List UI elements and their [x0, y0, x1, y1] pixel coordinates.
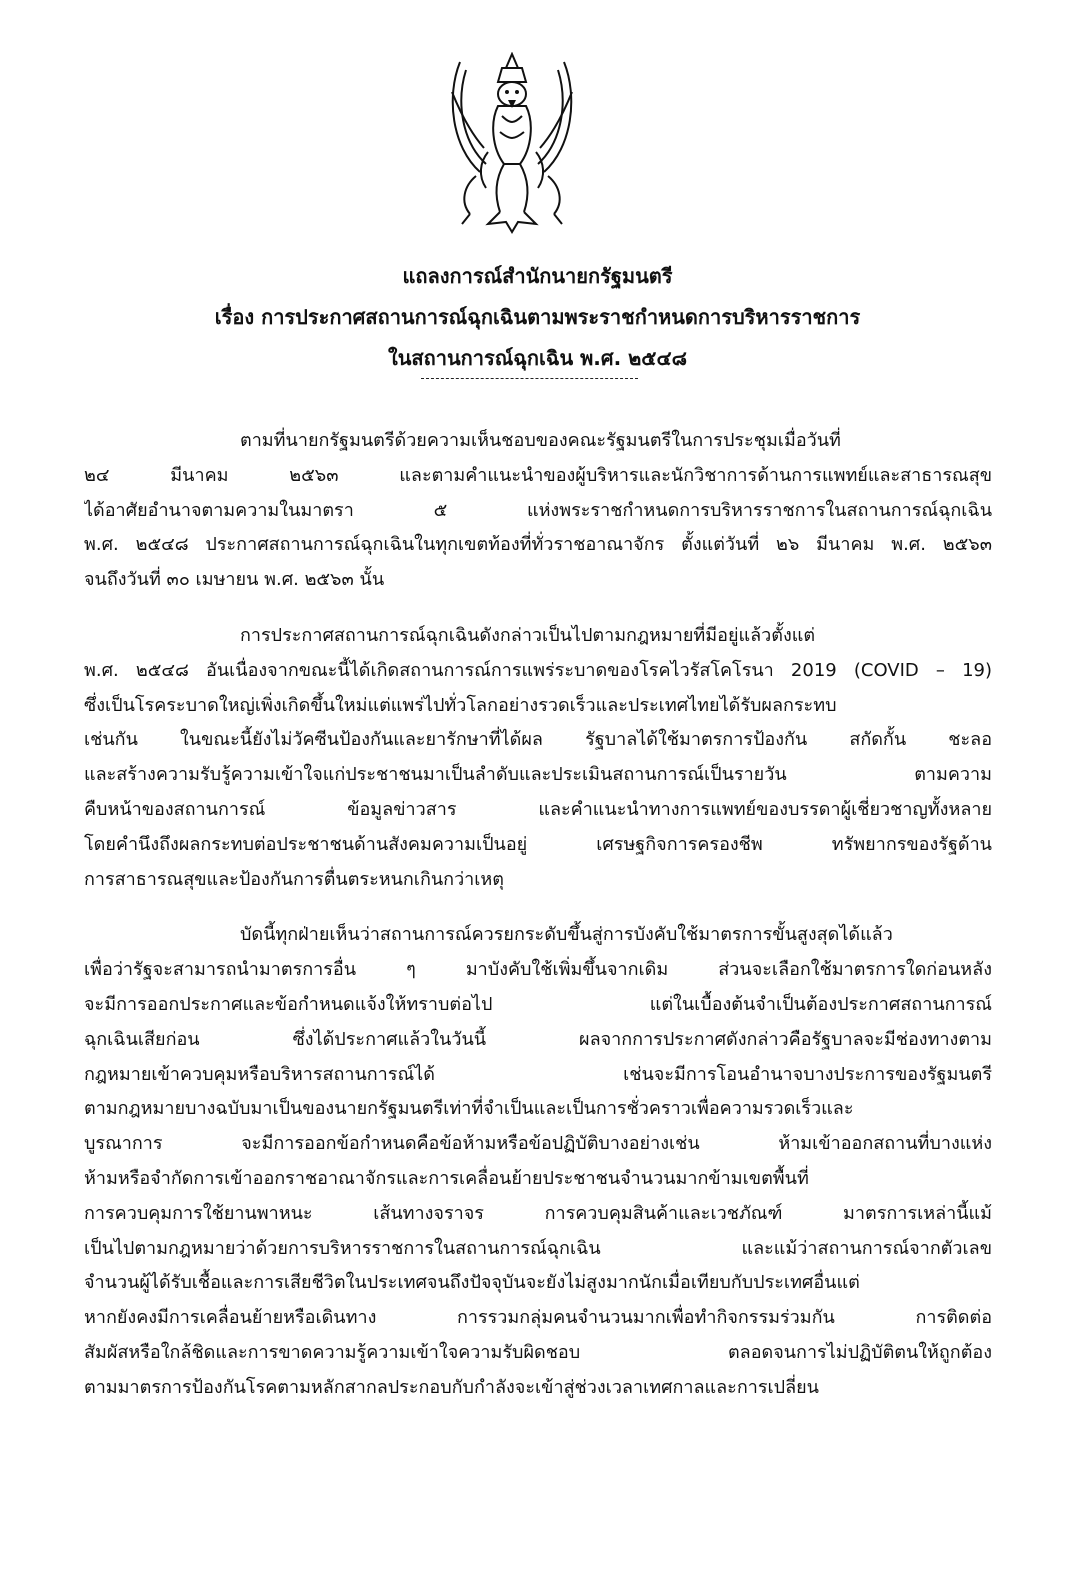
- paragraph-line: ซึ่งเป็นโรคระบาดใหญ่เพิ่งเกิดขึ้นใหม่แต่แพร่ไปทั่วโลกอย่างรวดเร็วและประเทศไทยได้รับผลกระทบ: [84, 694, 837, 716]
- paragraph-line: สัมผัสหรือใกล้ชิดและการขาดความรู้ความเข้าใจความรับผิดชอบ ตลอดจนการไม่ปฏิบัติตนให้ถูกต้อง: [84, 1341, 992, 1363]
- paragraph-line: การประกาศสถานการณ์ฉุกเฉินดังกล่าวเป็นไปตามกฎหมายที่มีอยู่แล้วตั้งแต่: [240, 624, 816, 646]
- title-divider: [421, 378, 638, 379]
- paragraph-line: ห้ามหรือจำกัดการเข้าออกราชอาณาจักรและการเคลื่อนย้ายประชาชนจำนวนมากข้ามเขตพื้นที่: [84, 1167, 809, 1189]
- paragraph-line: ๒๔ มีนาคม ๒๕๖๓ และตามคำแนะนำของผู้บริหารและนักวิชาการด้านการแพทย์และสาธารณสุข: [84, 464, 992, 486]
- paragraph-line: จำนวนผู้ได้รับเชื้อและการเสียชีวิตในประเทศจนถึงปัจจุบันจะยังไม่สูงมากนักเมื่อเทียบกับประเทศอื่นแต่: [84, 1272, 860, 1294]
- paragraph-line: ตามที่นายกรัฐมนตรีด้วยความเห็นชอบของคณะรัฐมนตรีในการประชุมเมื่อวันที่: [240, 430, 841, 451]
- paragraph-line: บัดนี้ทุกฝ่ายเห็นว่าสถานการณ์ควรยกระดับขึ้นสู่การบังคับใช้มาตรการขั้นสูงสุดได้แล้ว: [240, 924, 893, 946]
- paragraph-line: เป็นไปตามกฎหมายว่าด้วยการบริหารราชการในสถานการณ์ฉุกเฉิน และแม้ว่าสถานการณ์จากตัวเลข: [84, 1237, 992, 1259]
- paragraph-line: ตามมาตรการป้องกันโรคตามหลักสากลประกอบกับกำลังจะเข้าสู่ช่วงเวลาเทศกาลและการเปลี่ยน: [84, 1376, 819, 1398]
- paragraph-3: [84, 918, 992, 1405]
- paragraph-line: พ.ศ. ๒๕๔๘ ประกาศสถานการณ์ฉุกเฉินในทุกเขตท้องที่ทั่วราชอาณาจักร ตั้งแต่วันที่ ๒๖ มีนาคม พ.ศ. ๒๕๖๓: [84, 534, 992, 556]
- paragraph-line: ฉุกเฉินเสียก่อน ซึ่งได้ประกาศแล้วในวันนี้ ผลจากการประกาศดังกล่าวคือรัฐบาลจะมีช่องทางตาม: [84, 1028, 992, 1050]
- paragraph-line: เพื่อว่ารัฐจะสามารถนำมาตรการอื่น ๆ มาบังคับใช้เพิ่มขึ้นจากเดิม ส่วนจะเลือกใช้มาตรการใดก่อนหลัง: [84, 959, 992, 981]
- paragraph-2: [84, 619, 992, 897]
- statement-body: [84, 424, 992, 1427]
- paragraph-1: [84, 424, 992, 598]
- paragraph-line: ได้อาศัยอำนาจตามความในมาตรา ๕ แห่งพระราชกำหนดการบริหารราชการในสถานการณ์ฉุกเฉิน: [84, 499, 992, 521]
- garuda-emblem-icon: [440, 52, 584, 234]
- title-line-1: แถลงการณ์สำนักนายกรัฐมนตรี: [402, 264, 673, 288]
- paragraph-line: หากยังคงมีการเคลื่อนย้ายหรือเดินทาง การรวมกลุ่มคนจำนวนมากเพื่อทำกิจกรรมร่วมกัน การติดต่อ: [84, 1307, 992, 1329]
- paragraph-line: จะมีการออกประกาศและข้อกำหนดแจ้งให้ทราบต่อไป แต่ในเบื้องต้นจำเป็นต้องประกาศสถานการณ์: [84, 993, 992, 1015]
- paragraph-line: การสาธารณสุขและป้องกันการตื่นตระหนกเกินกว่าเหตุ: [84, 868, 504, 890]
- paragraph-line: กฎหมายเข้าควบคุมหรือบริหารสถานการณ์ได้ เช่นจะมีการโอนอำนาจบางประการของรัฐมนตรี: [84, 1063, 992, 1085]
- paragraph-line: การควบคุมการใช้ยานพาหนะ เส้นทางจราจร การควบคุมสินค้าและเวชภัณฑ์ มาตรการเหล่านี้แม้: [84, 1202, 992, 1224]
- title-line-3: ในสถานการณ์ฉุกเฉิน พ.ศ. ๒๕๔๘: [387, 346, 688, 370]
- paragraph-line: เช่นกัน ในขณะนี้ยังไม่วัคซีนป้องกันและยารักษาที่ได้ผล รัฐบาลได้ใช้มาตรการป้องกัน สกัดกั้น ชะลอ: [84, 729, 992, 751]
- paragraph-line: บูรณาการ จะมีการออกข้อกำหนดคือข้อห้ามหรือข้อปฏิบัติบางอย่างเช่น ห้ามเข้าออกสถานที่บางแห่ง: [84, 1133, 992, 1155]
- paragraph-line: โดยคำนึงถึงผลกระทบต่อประชาชนด้านสังคมความเป็นอยู่ เศรษฐกิจการครองชีพ ทรัพยากรของรัฐด้าน: [84, 833, 992, 855]
- paragraph-line: พ.ศ. ๒๕๔๘ อันเนื่องจากขณะนี้ได้เกิดสถานการณ์การแพร่ระบาดของโรคไวรัสโคโรนา 2019 (COVID – 19): [84, 659, 992, 681]
- statement-title: [80, 256, 995, 379]
- title-line-2: เรื่อง การประกาศสถานการณ์ฉุกเฉินตามพระราชกำหนดการบริหารราชการ: [214, 305, 861, 329]
- paragraph-line: คืบหน้าของสถานการณ์ ข้อมูลข่าวสาร และคำแนะนำทางการแพทย์ของบรรดาผู้เชี่ยวชาญทั้งหลาย: [84, 798, 992, 820]
- paragraph-line: ตามกฎหมายบางฉบับมาเป็นของนายกรัฐมนตรีเท่าที่จำเป็นและเป็นการชั่วคราวเพื่อความรวดเร็วและ: [84, 1098, 854, 1120]
- paragraph-line: จนถึงวันที่ ๓๐ เมษายน พ.ศ. ๒๕๖๓ นั้น: [84, 569, 385, 591]
- paragraph-line: และสร้างความรับรู้ความเข้าใจแก่ประชาชนมาเป็นลำดับและประเมินสถานการณ์เป็นรายวัน ตามความ: [84, 764, 992, 786]
